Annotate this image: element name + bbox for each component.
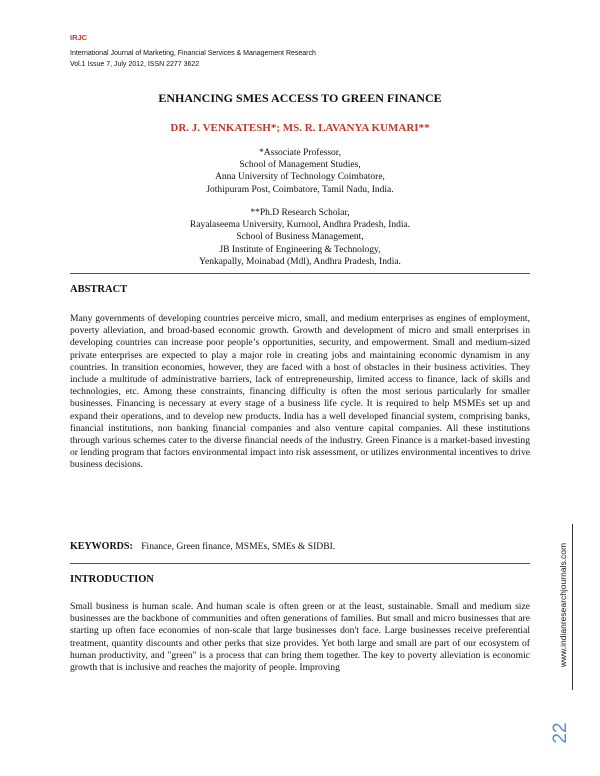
introduction-heading: INTRODUCTION (70, 574, 155, 585)
keywords (70, 541, 335, 552)
introduction-body: Small business is human scale. And human scale is often green or at the least, sustainable. Small and medium size businesses are the backbone of communities and often generations of families. But small and micro businesses that are starting up often face economies of non-scale that large businesses don't face. Large businesses receive preferential treatment, quantity discounts and other perks that size provides. Yet both large and small are part of our ecosystem of human productivity, and "green" is a process that can bring them together. The key to poverty alleviation is economic growth that is inclusive and reaches the majority of people. Improving (70, 601, 530, 674)
affiliation-2-line: **Ph.D Research Scholar, (250, 208, 350, 218)
keywords-value: Finance, Green finance, MSMEs, SMEs & SIDBI. (141, 541, 336, 552)
affiliation-1-line: Jothipuram Post, Coimbatore, Tamil Nadu, India. (206, 184, 394, 195)
affiliation-1-line: Anna University of Technology Coimbatore, (215, 172, 385, 183)
page-number-text: 22 (550, 722, 571, 744)
affiliation-2 (70, 207, 530, 268)
sidebar-rule (572, 524, 573, 690)
affiliation-2-line: Rayalaseema University, Kurnool, Andhra Pradesh, India. (189, 220, 411, 231)
affiliation-2-line: JB Institute of Engineering & Technology, (219, 244, 381, 255)
divider (70, 273, 530, 274)
affiliation-2-line: Yenkapally, Moinabad (Mdl), Andhra Pradesh, India. (199, 256, 401, 267)
abstract-heading: ABSTRACT (70, 284, 128, 295)
sidebar-url-block (550, 524, 576, 690)
affiliation-1 (70, 147, 530, 196)
volume-line: Vol.1 Issue 7, July 2012, ISSN 2277 3622 (70, 61, 200, 68)
affiliation-2-line: School of Business Management, (236, 232, 364, 243)
journal-name: International Journal of Marketing, Financial Services & Management Research (70, 50, 316, 57)
journal-code: IRJC (70, 33, 88, 42)
keywords-label: KEYWORDS: (70, 541, 133, 552)
affiliation-1-line: School of Management Studies, (239, 160, 361, 171)
page-number (546, 722, 576, 744)
abstract-body: Many governments of developing countries perceive micro, small, and medium enterprises as engines of employment, poverty alleviation, and broad-based economic growth. Growth and development of micro and small enterprises in developing countries can increase poor people’s opportunities, security, and empowerment. Small and medium-sized private enterprises are expected to play a major role in creating jobs and maintaining economic dynamism in any countries. In transition economies, however, they are faced with a host of obstacles in their business activities. They include a multitude of administrative barriers, lack of entrepreneurship, limited access to finance, lack of skills and technologies, etc. Among these constraints, financing difficulty is often the most serious particularly for smaller businesses. Financing is necessary at every stage of a business life cycle. It is required to help MSMEs set up and expand their operations, and to develop new products. India has a well developed financial system, comprising banks, financial institutions, non banking financial companies and also venture capital companies. All these institutions through various schemes cater to the diverse financial needs of the industry. Green Finance is a market-based investing or lending program that factors environmental impact into risk assessment, or utilizes environmental incentives to drive business decisions. (70, 313, 530, 471)
affiliation-1-line: *Associate Professor, (259, 148, 341, 158)
paper-title: ENHANCING SMES ACCESS TO GREEN FINANCE (158, 91, 442, 105)
divider (70, 563, 530, 564)
journal-url[interactable]: www.indianresearchjournals.com (558, 542, 568, 668)
paper-authors: DR. J. VENKATESH*; MS. R. LAVANYA KUMARI** (170, 122, 430, 134)
